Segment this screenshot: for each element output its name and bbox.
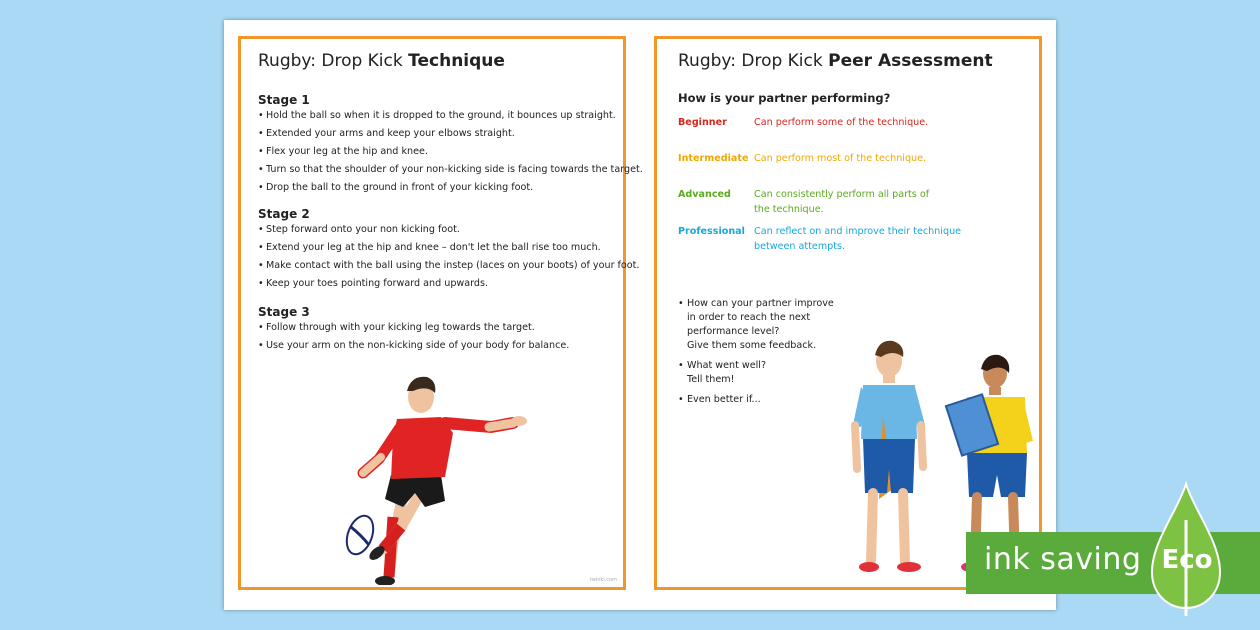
eco-label: Eco xyxy=(1161,545,1213,575)
level-name: Intermediate xyxy=(678,153,749,164)
list-item: • Turn so that the shoulder of your non-kicking side is facing towards the target. xyxy=(258,164,618,176)
stage-2-list xyxy=(258,224,640,290)
prompt-line: • What went well? xyxy=(687,360,767,371)
stage-1 xyxy=(258,93,643,200)
list-item: • Extended your arms and keep your elbows straight. xyxy=(258,128,618,140)
level-desc: Can perform some of the technique. xyxy=(754,117,929,128)
technique-title xyxy=(258,51,505,71)
prompt-line: performance level? xyxy=(687,326,780,337)
prompt-line: in order to reach the next xyxy=(687,312,811,323)
list-item: • Hold the ball so when it is dropped to the ground, it bounces up straight. xyxy=(258,110,618,122)
stage-2 xyxy=(258,207,640,296)
prompt-line: • Even better if... xyxy=(687,394,761,405)
technique-title-bold: Technique xyxy=(408,51,505,71)
ink-saving-label: ink saving xyxy=(984,542,1142,577)
stage-1-heading: Stage 1 xyxy=(258,93,310,107)
level-name: Advanced xyxy=(678,189,731,200)
list-item xyxy=(678,297,848,353)
list-item: • Flex your leg at the hip and knee. xyxy=(258,146,618,158)
prompt-line: • How can your partner improve xyxy=(687,298,834,309)
level-desc: Can consistently perform all parts of the technique. xyxy=(754,189,930,215)
list-item xyxy=(678,393,848,407)
list-item: • Drop the ball to the ground in front of your kicking foot. xyxy=(258,182,618,194)
assessment-title-prefix: Rugby: Drop Kick xyxy=(678,51,829,71)
level-name: Beginner xyxy=(678,117,727,128)
stage-2-heading: Stage 2 xyxy=(258,207,310,221)
list-item: • Make contact with the ball using the instep (laces on your boots) of your foot. xyxy=(258,260,618,272)
stage-3-list xyxy=(258,322,618,352)
list-item: • Keep your toes pointing forward and upwards. xyxy=(258,278,618,290)
list-item: • Step forward onto your non kicking foot. xyxy=(258,224,618,236)
resource-sheet xyxy=(224,20,1056,610)
footer-mark: twinkl.com xyxy=(589,577,617,583)
list-item: • Use your arm on the non-kicking side of your body for balance. xyxy=(258,340,618,352)
assessment-card xyxy=(654,36,1042,590)
assessment-title xyxy=(678,51,993,71)
stage-1-list xyxy=(258,110,643,194)
list-item: • Follow through with your kicking leg towards the target. xyxy=(258,322,618,334)
list-item xyxy=(678,359,848,387)
technique-title-prefix: Rugby: Drop Kick xyxy=(258,51,409,71)
assessment-title-bold: Peer Assessment xyxy=(828,51,993,71)
stage-3 xyxy=(258,305,618,358)
level-desc: Can reflect on and improve their technique between attempts. xyxy=(754,226,962,252)
feedback-prompts xyxy=(678,297,848,413)
assessment-question: How is your partner performing? xyxy=(678,91,891,105)
prompt-line: Tell them! xyxy=(687,374,735,385)
level-desc: Can perform most of the technique. xyxy=(754,153,927,164)
level-name: Professional xyxy=(678,226,745,237)
prompt-line: Give them some feedback. xyxy=(687,340,817,351)
rugby-player-illustration xyxy=(341,367,541,585)
list-item: • Extend your leg at the hip and knee – don't let the ball rise too much. xyxy=(258,242,618,254)
stage-3-heading: Stage 3 xyxy=(258,305,310,319)
technique-card xyxy=(238,36,643,590)
